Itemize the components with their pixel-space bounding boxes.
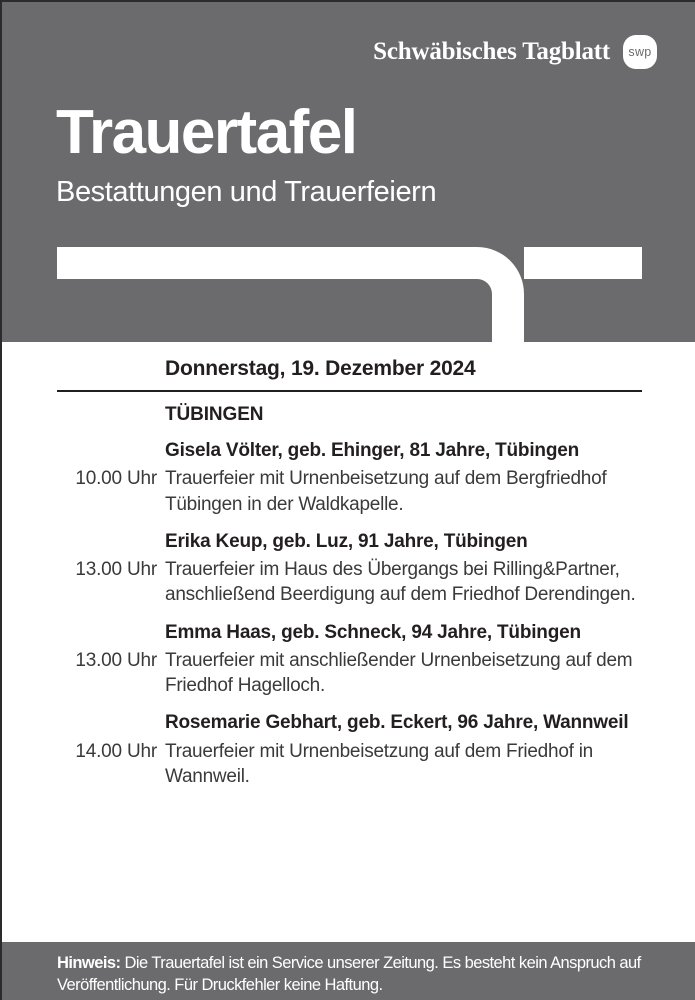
entry-detail-row xyxy=(2,648,695,699)
newspaper-title: Schwäbisches Tagblatt xyxy=(373,38,610,65)
decorative-elbow-rule xyxy=(2,232,695,342)
swp-logo-label: swp xyxy=(628,44,652,59)
swp-logo-icon xyxy=(623,35,657,69)
entry-name: Erika Keup, geb. Luz, 91 Jahre, Tübingen xyxy=(165,530,528,552)
obituary-entry xyxy=(2,438,695,517)
entry-time: 13.00 Uhr xyxy=(75,559,157,581)
entry-detail-row xyxy=(2,557,695,608)
entry-description: Trauerfeier mit anschließender Urnenbeisetzung auf dem Friedhof Hagelloch. xyxy=(165,649,633,697)
page-subtitle: Bestattungen und Trauerfeiern xyxy=(56,176,437,208)
entry-time: 14.00 Uhr xyxy=(75,740,157,762)
entry-description: Trauerfeier im Haus des Übergangs bei Rilling&Partner, anschließend Beerdigung auf dem Friedhof Derendingen. xyxy=(165,559,636,606)
obituary-entry xyxy=(2,620,695,699)
page-header xyxy=(2,2,695,342)
entry-description: Trauerfeier mit Urnenbeisetzung auf dem Bergfriedhof Tübingen in der Waldkapelle. xyxy=(165,468,607,515)
entry-name: Rosemarie Gebhart, geb. Eckert, 96 Jahre, Wannweil xyxy=(165,712,629,734)
entry-time: 10.00 Uhr xyxy=(75,468,157,490)
entry-detail-row xyxy=(2,739,695,790)
title-block xyxy=(56,98,437,208)
date-heading: Donnerstag, 19. Dezember 2024 xyxy=(165,357,476,380)
page-footer xyxy=(2,942,695,1000)
city-heading: TÜBINGEN xyxy=(165,404,264,425)
obituary-entry xyxy=(2,710,695,789)
entry-name: Emma Haas, geb. Schneck, 94 Jahre, Tübingen xyxy=(165,621,581,643)
entry-detail-row xyxy=(2,466,695,517)
entry-description: Trauerfeier mit Urnenbeisetzung auf dem Friedhof in Wannweil. xyxy=(165,740,593,787)
date-divider xyxy=(57,390,642,392)
masthead xyxy=(373,35,657,69)
footer-notice-text: Die Trauertafel ist ein Service unserer Zeitung. Es besteht kein Anspruch auf Veröffentlichung. Für Druckfehler keine Haftung. xyxy=(57,954,641,994)
footer-notice-label: Hinweis: xyxy=(57,954,121,972)
page-title: Trauertafel xyxy=(56,98,357,167)
entry-name: Gisela Völter, geb. Ehinger, 81 Jahre, Tübingen xyxy=(165,440,579,461)
obituary-list xyxy=(2,342,695,789)
footer-notice xyxy=(57,953,677,996)
entry-time: 13.00 Uhr xyxy=(75,649,157,671)
obituary-entry xyxy=(2,529,695,608)
